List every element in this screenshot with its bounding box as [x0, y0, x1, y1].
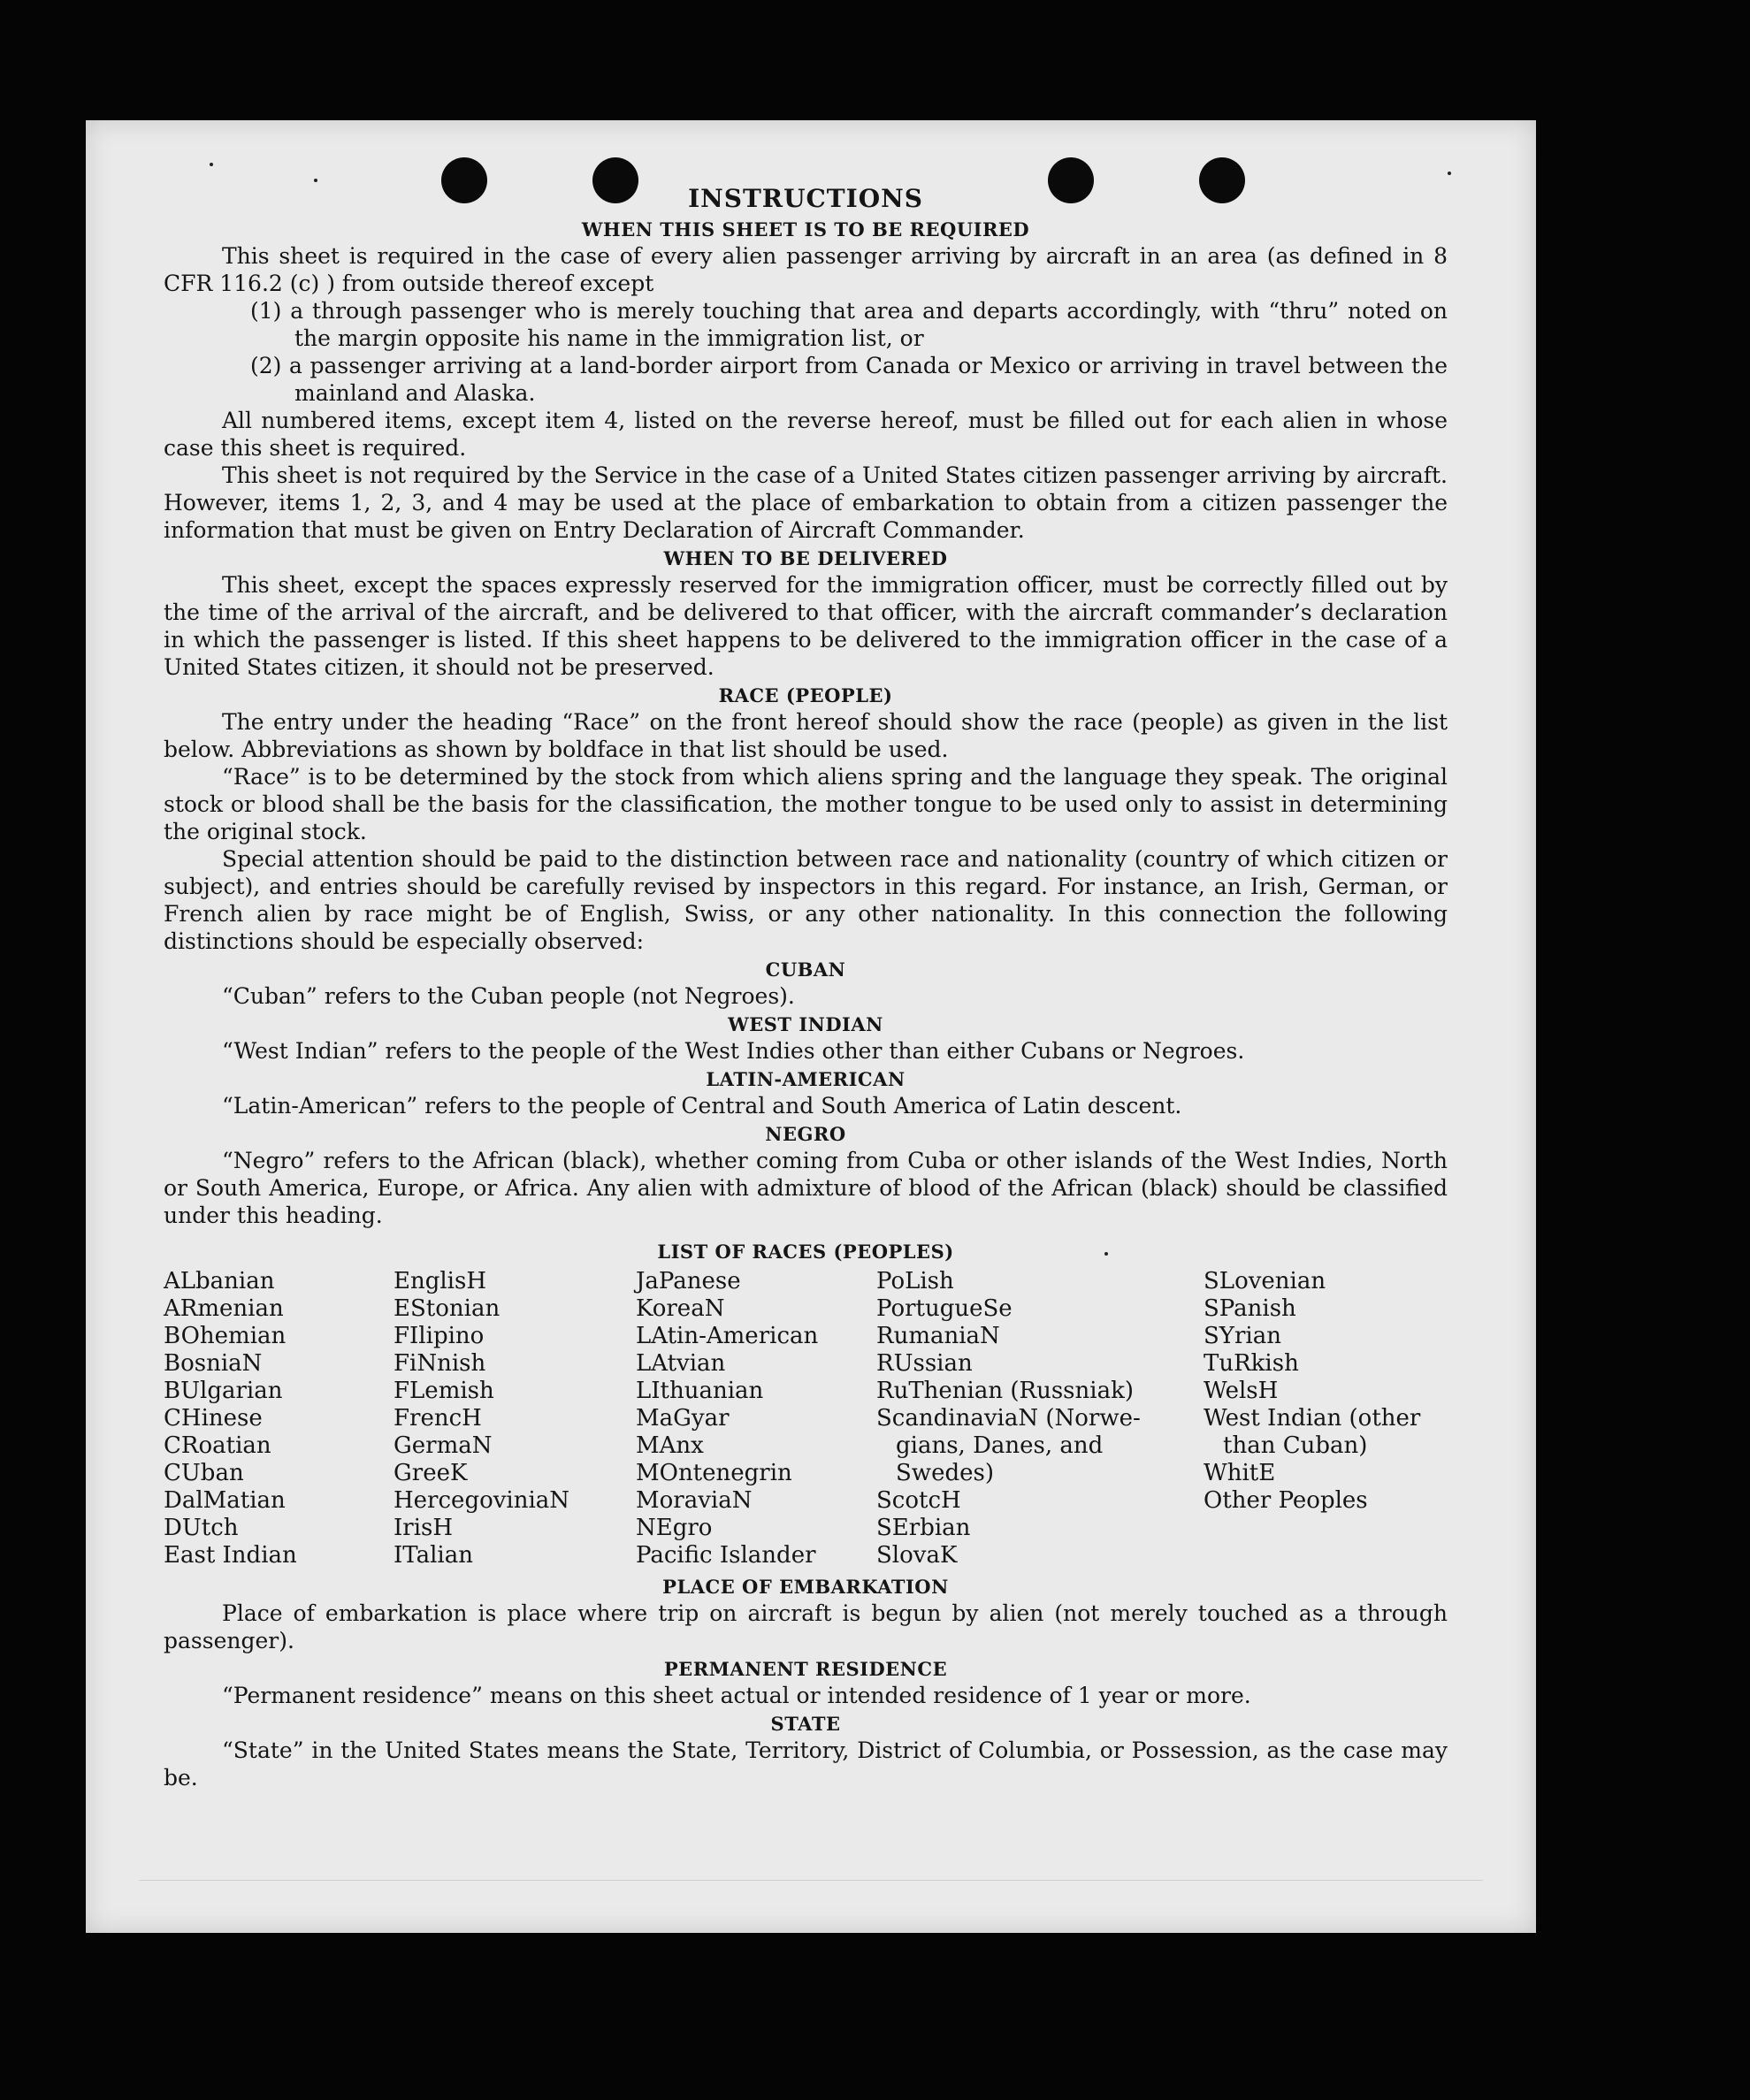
race-entry: FiNnish	[394, 1350, 486, 1377]
section-heading-race: RACE (PEOPLE)	[718, 684, 893, 706]
race-entry: HercegoviniaN	[394, 1487, 570, 1514]
page-title: INSTRUCTIONS	[688, 184, 923, 213]
race-column	[164, 1268, 394, 1569]
section-heading-permanent-residence: PERMANENT RESIDENCE	[663, 1658, 948, 1680]
paragraph: This sheet is not required by the Service in the case of a United States citizen passenger arriving by aircraft. However, items 1, 2, 3, and 4 may be used at the place of embarkation to obtain from a citizen passenger the information that must be given on Entry Declaration of Aircraft Commander.	[164, 462, 1448, 543]
race-entry: CHinese	[164, 1405, 263, 1432]
race-entry: ARmenian	[164, 1295, 284, 1322]
race-entry: LAtin-American	[636, 1323, 819, 1349]
section-heading-required: WHEN THIS SHEET IS TO BE REQUIRED	[581, 218, 1030, 241]
paragraph: “State” in the United States means the State, Territory, District of Columbia, or Possession, as the case may be.	[164, 1737, 1448, 1791]
paragraph: “Latin-American” refers to the people of Central and South America of Latin descent.	[222, 1093, 1182, 1119]
race-entry: BosniaN	[164, 1350, 263, 1377]
race-entry: WhitE	[1204, 1460, 1276, 1486]
race-entry: Pacific Islander	[636, 1542, 816, 1569]
race-entry: KoreaN	[636, 1295, 725, 1322]
race-entry: CUban	[164, 1460, 244, 1486]
paragraph: “Race” is to be determined by the stock from which aliens spring and the language they speak. The original stock or blood shall be the basis for the classification, the mother tongue to be used only to assist in determining the original stock.	[164, 764, 1448, 844]
race-entry: GreeK	[394, 1460, 468, 1486]
paragraph: The entry under the heading “Race” on the front hereof should show the race (people) as given in the list below. Abbreviations as shown by boldface in that list should be used.	[164, 709, 1448, 762]
scan-speck	[1448, 172, 1451, 175]
race-list	[164, 1268, 1448, 1569]
race-entry: MAnx	[636, 1432, 704, 1459]
race-entry: SYrian	[1204, 1323, 1281, 1349]
race-entry: RumaniaN	[876, 1323, 1000, 1349]
race-entry: FrencH	[394, 1405, 482, 1432]
race-column	[876, 1268, 1204, 1569]
race-entry: Other Peoples	[1204, 1487, 1368, 1514]
race-entry: ALbanian	[164, 1268, 275, 1294]
section-heading-latin-american: LATIN-AMERICAN	[706, 1068, 906, 1090]
race-entry: SlovaK	[876, 1542, 958, 1569]
race-entry: gians, Danes, and	[896, 1432, 1104, 1459]
scan-speck	[314, 179, 317, 182]
race-entry: ITalian	[394, 1542, 473, 1569]
race-entry: MOntenegrin	[636, 1460, 792, 1486]
scan-artifact-line	[139, 1880, 1483, 1881]
race-entry: Swedes)	[896, 1460, 994, 1486]
document-page	[86, 120, 1536, 1933]
paragraph: This sheet is required in the case of every alien passenger arriving by aircraft in an area (as defined in 8 CFR 116.2 (c) ) from outside thereof except	[164, 243, 1448, 296]
race-entry: BUlgarian	[164, 1378, 283, 1404]
section-heading-cuban: CUBAN	[765, 958, 846, 981]
race-entry: CRoatian	[164, 1432, 271, 1459]
race-entry: JaPanese	[636, 1268, 741, 1294]
race-entry: SPanish	[1204, 1295, 1296, 1322]
paragraph: “Negro” refers to the African (black), whether coming from Cuba or other islands of the West Indies, North or South America, Europe, or Africa. Any alien with admixture of blood of the African (black) should be classified under this heading.	[164, 1148, 1448, 1228]
race-column	[1204, 1268, 1448, 1569]
race-entry: West Indian (other	[1204, 1405, 1421, 1432]
list-item: (1) a through passenger who is merely touching that area and departs accordingly, with “thru” noted on the margin opposite his name in the immigration list, or	[250, 298, 1448, 351]
race-entry: MaGyar	[636, 1405, 730, 1432]
paragraph: “West Indian” refers to the people of the West Indies other than either Cubans or Negroes.	[222, 1038, 1245, 1064]
race-entry: LIthuanian	[636, 1378, 764, 1404]
paragraph: “Cuban” refers to the Cuban people (not Negroes).	[222, 983, 795, 1009]
race-entry: SLovenian	[1204, 1268, 1326, 1294]
paragraph: “Permanent residence” means on this sheet actual or intended residence of 1 year or more.	[222, 1683, 1251, 1708]
paragraph: Special attention should be paid to the distinction between race and nationality (country of which citizen or subject), and entries should be carefully revised by inspectors in this regard. For instance, an Irish, German, or French alien by race might be of English, Swiss, or any other nationality. In this connection the following distinctions should be especially observed:	[164, 846, 1448, 954]
race-entry: ScandinaviaN (Norwe-	[876, 1405, 1141, 1432]
section-heading-delivered: WHEN TO BE DELIVERED	[663, 547, 948, 569]
race-entry: NEgro	[636, 1515, 713, 1541]
race-entry: GermaN	[394, 1432, 493, 1459]
instructions-text	[164, 184, 1448, 1791]
race-entry: East Indian	[164, 1542, 297, 1569]
race-entry: BOhemian	[164, 1323, 287, 1349]
race-entry: than Cuban)	[1223, 1432, 1368, 1459]
race-entry: RUssian	[876, 1350, 973, 1377]
race-entry: MoraviaN	[636, 1487, 753, 1514]
section-heading-negro: NEGRO	[765, 1123, 846, 1145]
section-heading-west-indian: WEST INDIAN	[728, 1013, 883, 1035]
race-entry: PoLish	[876, 1268, 954, 1294]
paragraph: All numbered items, except item 4, listed on the reverse hereof, must be filled out for each alien in whose case this sheet is required.	[164, 408, 1448, 461]
race-entry: EStonian	[394, 1295, 501, 1322]
race-entry: FLemish	[394, 1378, 494, 1404]
race-entry: RuThenian (Russniak)	[876, 1378, 1134, 1404]
race-column	[394, 1268, 636, 1569]
race-entry: WelsH	[1204, 1378, 1279, 1404]
scan-speck	[210, 163, 213, 166]
paragraph: Place of embarkation is place where trip on aircraft is begun by alien (not merely touched as a through passenger).	[164, 1600, 1448, 1653]
section-heading-races: LIST OF RACES (PEOPLES)	[657, 1241, 954, 1263]
race-entry: FIlipino	[394, 1323, 485, 1349]
race-entry: EnglisH	[394, 1268, 487, 1294]
paragraph: This sheet, except the spaces expressly reserved for the immigration officer, must be correctly filled out by the time of the arrival of the aircraft, and be delivered to that officer, with the aircraft commander’s declaration in which the passenger is listed. If this sheet happens to be delivered to the immigration officer in the case of a United States citizen, it should not be preserved.	[164, 572, 1448, 680]
race-entry: LAtvian	[636, 1350, 726, 1377]
race-entry: ScotcH	[876, 1487, 961, 1514]
race-entry: TuRkish	[1204, 1350, 1299, 1377]
list-item: (2) a passenger arriving at a land-border airport from Canada or Mexico or arriving in travel between the mainland and Alaska.	[250, 353, 1448, 406]
race-column	[636, 1268, 876, 1569]
race-entry: DUtch	[164, 1515, 239, 1541]
race-entry: IrisH	[394, 1515, 454, 1541]
section-heading-embarkation: PLACE OF EMBARKATION	[662, 1576, 949, 1598]
race-entry: PortugueSe	[876, 1295, 1013, 1322]
section-heading-state: STATE	[770, 1713, 841, 1735]
race-entry: SErbian	[876, 1515, 971, 1541]
race-entry: DalMatian	[164, 1487, 286, 1514]
